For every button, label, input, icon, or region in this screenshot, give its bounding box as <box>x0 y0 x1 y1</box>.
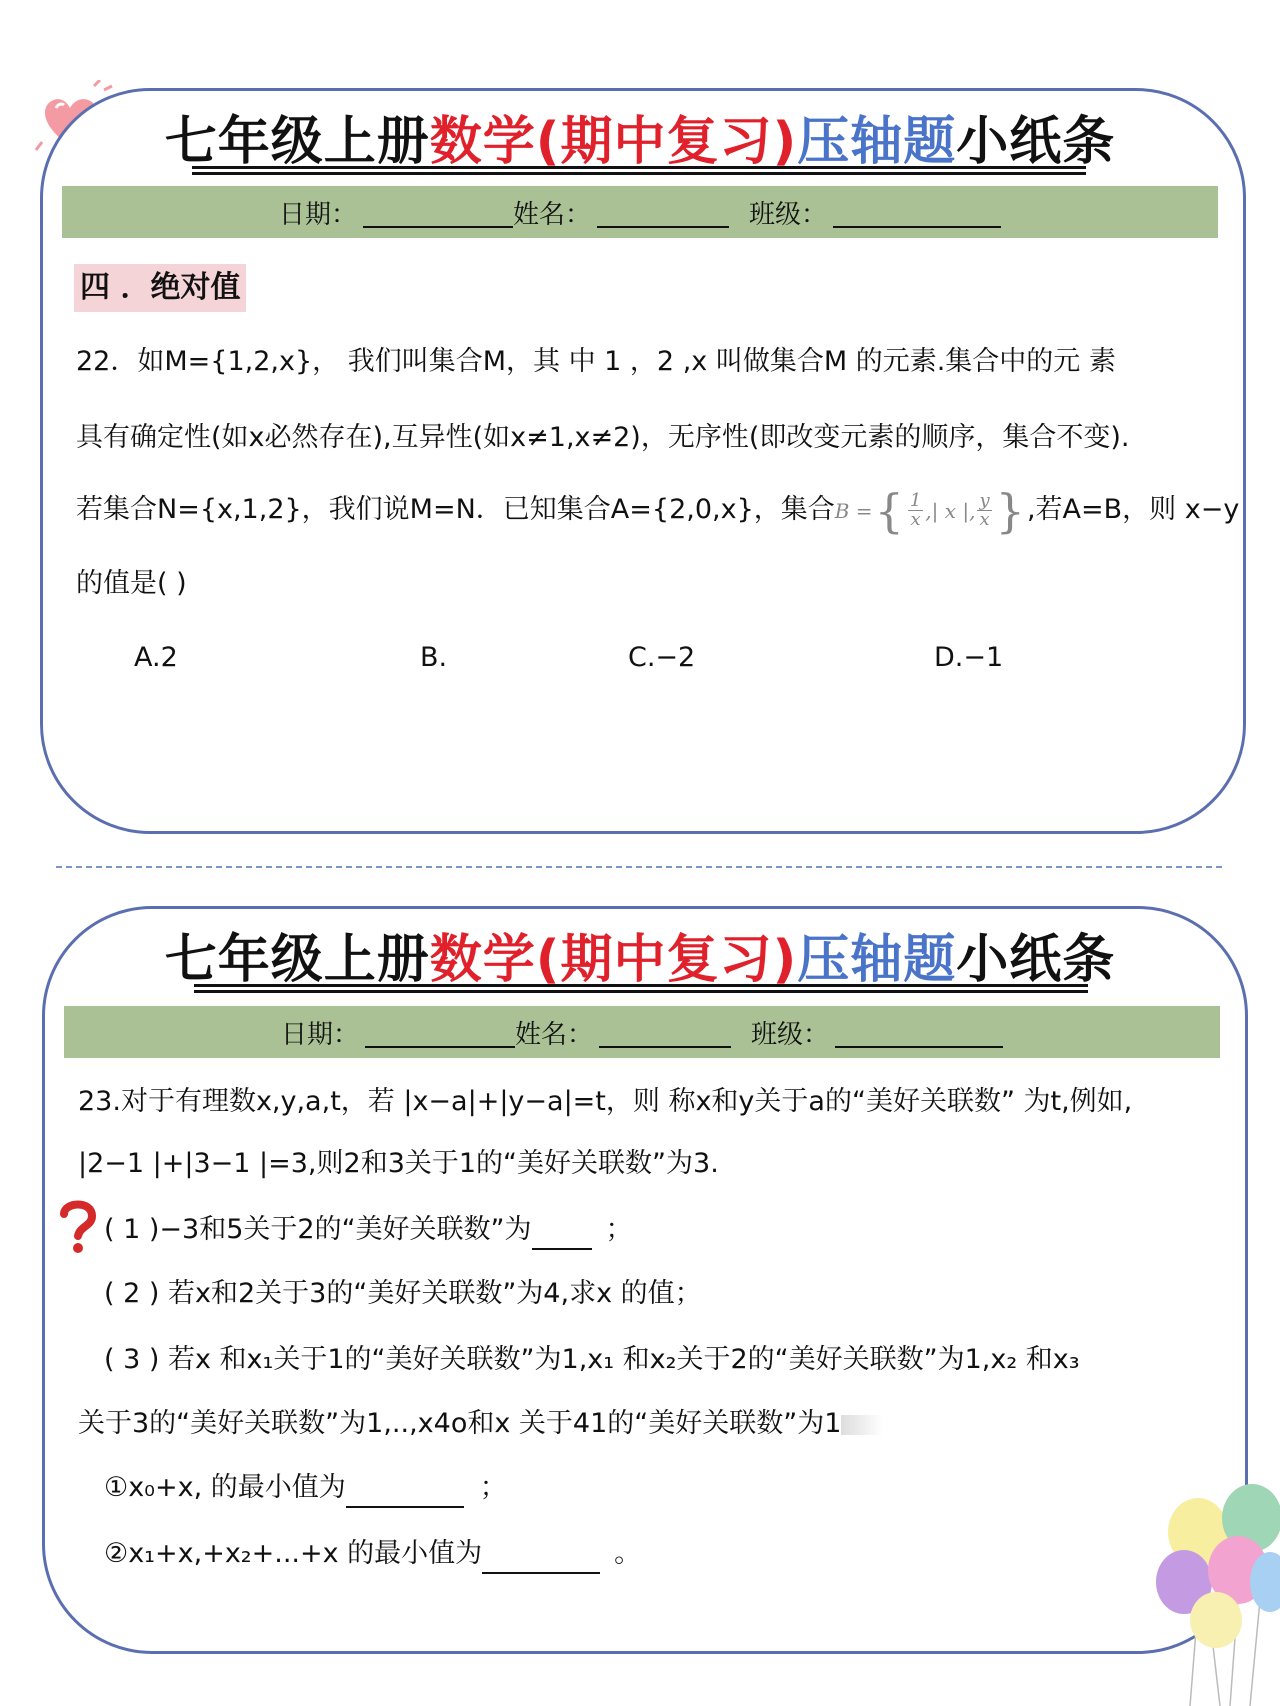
q22-line2: 具有确定性(如x必然存在),互异性(如x≠1,x≠2)，无序性(即改变元素的顺序，集合不变). <box>76 422 1130 453</box>
q23-line2: |2−1 |+|3−1 |=3,则2和3关于1的“美好关联数”为3. <box>78 1148 719 1179</box>
name-label: 姓名： <box>512 199 591 230</box>
set-b-formula: B = { $\frac{1}{x}$ ,| x |, $\frac{y}{x}$ } <box>834 483 1025 538</box>
info-bar <box>62 186 1218 238</box>
info-bar-2 <box>64 1006 1220 1058</box>
name-field[interactable] <box>597 196 729 228</box>
name-field[interactable] <box>599 1016 731 1048</box>
page-title-2: 七年级上册数学(期中复习)压轴题小纸条 <box>164 930 1116 990</box>
answer-blank-3[interactable] <box>482 1542 600 1574</box>
q23-part2: ( 2 ) 若x和2关于3的“美好关联数”为4,求x 的值； <box>104 1278 702 1309</box>
answer-blank-2[interactable] <box>346 1476 464 1508</box>
answer-blank-1[interactable] <box>532 1218 592 1250</box>
class-label: 班级： <box>749 199 828 230</box>
date-field[interactable] <box>363 196 513 228</box>
title-underline <box>192 166 1086 175</box>
dashed-divider <box>56 866 1222 868</box>
class-field[interactable] <box>835 1016 1003 1048</box>
option-d[interactable]: D.−1 <box>934 642 1004 673</box>
q23-line1: 23.对于有理数x,y,a,t，若 |x−a|+|y−a|=t，则 称x和y关于a的“美好关联数” 为t,例如, <box>78 1086 1133 1117</box>
q23-part3-line1: ( 3 ) 若x 和x₁关于1的“美好关联数”为1,x₁ 和x₂关于2的“美好关联数”为1,x₂ 和x₃ <box>104 1344 1080 1375</box>
q23-sub1: ①x₀+x, 的最小值为 ； <box>104 1468 507 1508</box>
q23-sub2: ②x₁+x,+x₂+...+x 的最小值为 。 <box>104 1534 641 1574</box>
option-c[interactable]: C.−2 <box>628 642 696 673</box>
q22-line1: 22．如M={1,2,x}， 我们叫集合M，其 中 1 ，2 ,x 叫做集合M 的元素.集合中的元 素 <box>76 346 1116 377</box>
class-field[interactable] <box>833 196 1001 228</box>
q23-part1: ( 1 )−3和5关于2的“美好关联数”为 ； <box>104 1210 633 1250</box>
name-label: 姓名： <box>514 1019 593 1050</box>
option-a[interactable]: A.2 <box>134 642 178 673</box>
balloons-icon <box>1150 1470 1280 1706</box>
q22-line3: 若集合N={x,1,2}，我们说M=N．已知集合A={2,0,x}，集合 B = { $\frac{1}{x}$ ,| x |, $\frac{y}{x}$ } ,若A=B，则 x−y <box>76 483 1240 538</box>
question-mark-icon <box>58 1198 98 1254</box>
class-label: 班级： <box>751 1019 830 1050</box>
date-label: 日期： <box>280 1019 359 1050</box>
option-b[interactable]: B. <box>420 642 448 673</box>
section-heading: 四 ．绝对值 <box>74 264 246 312</box>
page-title: 七年级上册数学(期中复习)压轴题小纸条 <box>164 112 1116 172</box>
date-label: 日期： <box>278 199 357 230</box>
q22-line4: 的值是( ) <box>76 568 187 599</box>
date-field[interactable] <box>365 1016 515 1048</box>
q23-part3-line2: 关于3的“美好关联数”为1,..,x4o和x 关于41的“美好关联数”为1 <box>78 1404 883 1444</box>
title-underline-2 <box>194 984 1088 993</box>
